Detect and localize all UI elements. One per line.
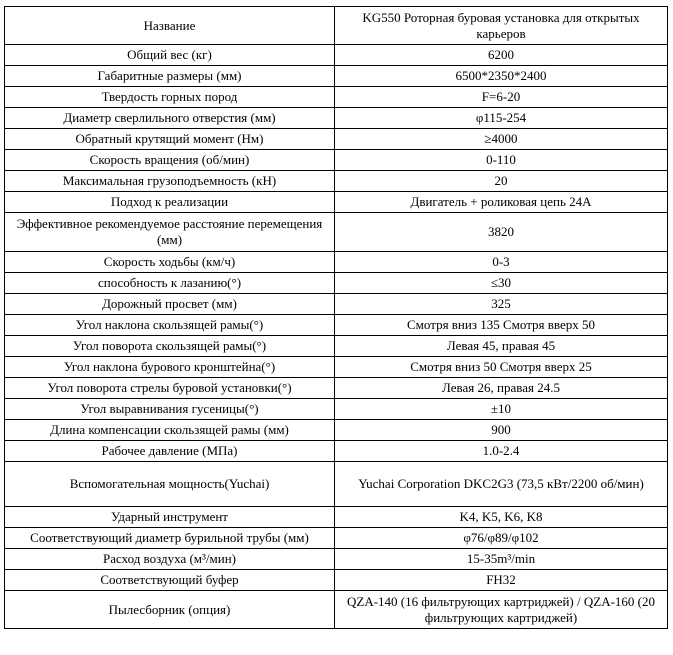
- table-row: [5, 336, 668, 357]
- param-value-cell: φ76/φ89/φ102: [335, 528, 668, 549]
- table-row: [5, 591, 668, 629]
- param-value-cell: QZA-140 (16 фильтрующих картриджей) / QZA-160 (20 фильтрующих картриджей): [335, 591, 668, 629]
- param-value-cell: 3820: [335, 213, 668, 252]
- param-name-cell: Эффективное рекомендуемое расстояние перемещения (мм): [5, 213, 335, 252]
- spec-table-body: [5, 7, 668, 629]
- param-value-cell: ≤30: [335, 273, 668, 294]
- param-name-cell: Габаритные размеры (мм): [5, 66, 335, 87]
- table-row: [5, 570, 668, 591]
- table-row: [5, 150, 668, 171]
- table-row: [5, 399, 668, 420]
- table-row: [5, 528, 668, 549]
- param-name-cell: Дорожный просвет (мм): [5, 294, 335, 315]
- table-row: [5, 294, 668, 315]
- param-name-cell: Общий вес (кг): [5, 45, 335, 66]
- param-name-cell: Твердость горных пород: [5, 87, 335, 108]
- table-row: [5, 273, 668, 294]
- param-value-cell: 20: [335, 171, 668, 192]
- param-value-cell: 0-110: [335, 150, 668, 171]
- param-name-cell: способность к лазанию(°): [5, 273, 335, 294]
- param-value-cell: 6500*2350*2400: [335, 66, 668, 87]
- param-value-cell: Левая 45, правая 45: [335, 336, 668, 357]
- param-name-cell: Расход воздуха (м³/мин): [5, 549, 335, 570]
- param-name-cell: Соответствующий диаметр бурильной трубы (мм): [5, 528, 335, 549]
- table-row: [5, 507, 668, 528]
- param-value-cell: K4, K5, K6, K8: [335, 507, 668, 528]
- param-name-cell: Ударный инструмент: [5, 507, 335, 528]
- param-name-cell: Обратный крутящий момент (Нм): [5, 129, 335, 150]
- table-row: [5, 192, 668, 213]
- table-row: [5, 87, 668, 108]
- table-row: [5, 171, 668, 192]
- param-name-cell: Диаметр сверлильного отверстия (мм): [5, 108, 335, 129]
- table-row: [5, 129, 668, 150]
- table-row: [5, 7, 668, 45]
- table-row: [5, 45, 668, 66]
- param-name-cell: Угол поворота скользящей рамы(°): [5, 336, 335, 357]
- param-value-cell: 6200: [335, 45, 668, 66]
- param-value-cell: 900: [335, 420, 668, 441]
- param-name-cell: Вспомогательная мощность(Yuchai): [5, 462, 335, 507]
- param-value-cell: Левая 26, правая 24.5: [335, 378, 668, 399]
- table-row: [5, 462, 668, 507]
- param-value-cell: 0-3: [335, 252, 668, 273]
- param-value-cell: FH32: [335, 570, 668, 591]
- param-name-cell: Угол выравнивания гусеницы(°): [5, 399, 335, 420]
- param-name-cell: Рабочее давление (МПа): [5, 441, 335, 462]
- table-row: [5, 549, 668, 570]
- param-name-cell: Соответствующий буфер: [5, 570, 335, 591]
- table-row: [5, 420, 668, 441]
- param-name-cell: Подход к реализации: [5, 192, 335, 213]
- param-value-cell: 15-35m³/min: [335, 549, 668, 570]
- table-row: [5, 441, 668, 462]
- param-value-cell: φ115-254: [335, 108, 668, 129]
- table-row: [5, 315, 668, 336]
- param-name-cell: Скорость ходьбы (км/ч): [5, 252, 335, 273]
- table-row: [5, 357, 668, 378]
- table-row: [5, 108, 668, 129]
- spec-table: [4, 6, 668, 629]
- param-name-cell: Угол поворота стрелы буровой установки(°): [5, 378, 335, 399]
- param-value-cell: Двигатель + роликовая цепь 24A: [335, 192, 668, 213]
- table-row: [5, 213, 668, 252]
- table-row: [5, 66, 668, 87]
- param-value-cell: Смотря вниз 135 Смотря вверх 50: [335, 315, 668, 336]
- param-value-cell: ≥4000: [335, 129, 668, 150]
- param-name-cell: Угол наклона скользящей рамы(°): [5, 315, 335, 336]
- param-name-cell: Угол наклона бурового кронштейна(°): [5, 357, 335, 378]
- param-name-cell: Длина компенсации скользящей рамы (мм): [5, 420, 335, 441]
- param-name-cell: Скорость вращения (об/мин): [5, 150, 335, 171]
- param-value-cell: 1.0-2.4: [335, 441, 668, 462]
- param-value-cell: F=6-20: [335, 87, 668, 108]
- table-row: [5, 252, 668, 273]
- param-name-cell: Пылесборник (опция): [5, 591, 335, 629]
- table-row: [5, 378, 668, 399]
- param-value-cell: Yuchai Corporation DKC2G3 (73,5 кВт/2200 об/мин): [335, 462, 668, 507]
- param-value-cell: ±10: [335, 399, 668, 420]
- param-value-cell: 325: [335, 294, 668, 315]
- param-name-cell: Название: [5, 7, 335, 45]
- param-value-cell: KG550 Роторная буровая установка для открытых карьеров: [335, 7, 668, 45]
- param-name-cell: Максимальная грузоподъемность (кН): [5, 171, 335, 192]
- param-value-cell: Смотря вниз 50 Смотря вверх 25: [335, 357, 668, 378]
